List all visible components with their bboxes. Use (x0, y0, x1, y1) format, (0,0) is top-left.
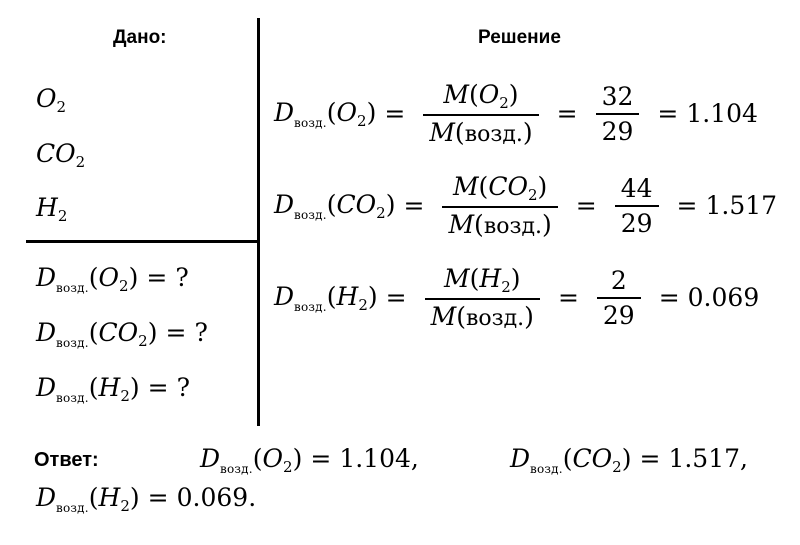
density-symbol: D (200, 444, 221, 473)
density-symbol: D (36, 373, 57, 402)
molar-mass-fraction: $\frac{M(H_2)}{\text{M(возд.)}}$ (425, 264, 540, 331)
punctuation: , (740, 444, 748, 473)
density-symbol: D (510, 444, 531, 473)
formula-symbol: CO (488, 172, 528, 201)
fraction-numerator: 32 (601, 81, 634, 111)
molar-mass-symbol: M (443, 80, 469, 109)
formula-subscript: 2 (120, 497, 130, 515)
formula-symbol: O (478, 80, 500, 109)
air-label: возд. (466, 306, 525, 331)
density-subscript: возд. (220, 462, 253, 476)
formula-subscript: 2 (527, 186, 538, 204)
formula-symbol: H (98, 373, 121, 402)
given-item-o2 (36, 84, 66, 116)
density-subscript: возд. (294, 115, 327, 130)
given-subscript: 2 (57, 207, 68, 225)
fraction-numerator: 44 (620, 173, 653, 203)
formula-subscript: 2 (501, 278, 511, 296)
given-item-h2 (36, 193, 67, 225)
formula-subscript: 2 (499, 94, 509, 112)
formula-subscript: 2 (138, 332, 148, 350)
solution-header: Решение (478, 27, 561, 48)
formula-symbol: CO (98, 318, 139, 347)
solution-row-o2: $D_{возд.}(O_2)$ = $\frac{M(O_2)}{\text{M(возд.)}}$ = $\frac{32}{29}$ = 1.104 (274, 80, 758, 147)
formula-subscript: 2 (119, 277, 129, 295)
formula-symbol: O (98, 263, 120, 292)
equals-sign: = (147, 373, 169, 402)
formula-subscript: 2 (357, 111, 367, 130)
formula-symbol: H (336, 281, 359, 311)
formula-subscript: 2 (120, 387, 130, 405)
density-subscript: возд. (294, 207, 327, 222)
density-subscript: возд. (56, 391, 89, 405)
formula-subscript: 2 (283, 458, 293, 476)
density-symbol: D (36, 483, 57, 512)
unknown-mark: ? (175, 263, 189, 292)
unknown-mark: ? (194, 318, 208, 347)
equals-sign: = (165, 318, 187, 347)
formula-symbol: CO (572, 444, 613, 473)
given-header: Дано: (113, 27, 167, 48)
fraction-denominator: 29 (620, 208, 653, 238)
molar-mass-fraction: $\frac{M(CO_2)}{\text{M(возд.)}}$ (442, 172, 557, 239)
formula-symbol: H (479, 264, 502, 293)
result-value: 1.104 (686, 99, 758, 128)
answer-item-o2: $D_{возд.}(O_2) = 1.104$, (200, 444, 419, 476)
density-subscript: возд. (56, 336, 89, 350)
answer-item-co2: $D_{возд.}(CO_2) = 1.517$, (510, 444, 748, 476)
answer-label: Ответ: (34, 449, 99, 471)
molar-mass-symbol: M (452, 172, 479, 201)
punctuation: , (410, 444, 419, 473)
formula-subscript: 2 (612, 458, 622, 476)
given-subscript: 2 (56, 98, 67, 116)
given-item-co2 (36, 139, 85, 171)
formula-symbol: CO (336, 189, 377, 219)
molar-mass-symbol: M (429, 118, 455, 147)
formula-symbol: O (262, 444, 284, 473)
molar-mass-fraction: $\frac{M(O_2)}{\text{M(возд.)}}$ (423, 80, 538, 147)
air-label: возд. (464, 122, 523, 147)
density-subscript: возд. (530, 462, 563, 476)
density-symbol: D (274, 97, 295, 127)
formula-symbol: O (336, 97, 358, 127)
given-subscript: 2 (75, 153, 86, 171)
formula-subscript: 2 (376, 203, 386, 222)
fraction-numerator: 2 (610, 265, 627, 295)
fraction-denominator: 29 (601, 116, 634, 146)
fraction-denominator: 29 (602, 300, 635, 330)
density-subscript: возд. (56, 501, 89, 515)
numeric-fraction (615, 174, 659, 238)
punctuation: . (248, 483, 257, 512)
unknown-mark: ? (176, 373, 191, 402)
equals-sign: = (146, 263, 168, 292)
molar-mass-symbol: M (448, 210, 475, 239)
density-symbol: D (274, 189, 295, 219)
density-subscript: возд. (56, 281, 89, 295)
given-symbol: O (36, 84, 57, 113)
given-symbol: H (36, 193, 58, 222)
density-symbol: D (274, 281, 295, 311)
formula-subscript: 2 (358, 295, 368, 314)
find-item-co2: $D_{возд.}(CO_2)$ = ? (36, 318, 208, 350)
molar-mass-symbol: M (444, 264, 470, 293)
solution-row-co2: $D_{возд.}(CO_2)$ = $\frac{M(CO_2)}{\text{M(возд.)}}$ = $\frac{44}{29}$ = 1.517 (274, 172, 778, 239)
answer-value: 1.517 (668, 444, 741, 473)
numeric-fraction (597, 266, 641, 330)
density-symbol: D (36, 263, 57, 292)
molar-mass-symbol: M (430, 302, 457, 331)
result-value: 0.069 (687, 283, 760, 312)
air-label: возд. (483, 214, 542, 239)
horizontal-divider (26, 240, 259, 243)
numeric-fraction (596, 82, 640, 146)
result-value: 1.517 (705, 191, 778, 220)
find-item-h2: $D_{возд.}(H_2)$ = ? (36, 373, 191, 405)
answer-value: 1.104 (339, 444, 411, 473)
solution-row-h2: $D_{возд.}(H_2)$ = $\frac{M(H_2)}{\text{M(возд.)}}$ = $\frac{2}{29}$ = 0.069 (274, 264, 760, 331)
density-symbol: D (36, 318, 57, 347)
density-subscript: возд. (294, 299, 327, 314)
find-item-o2: $D_{возд.}(O_2)$ = ? (36, 263, 189, 295)
answer-item-h2: $D_{возд.}(H_2) = 0.069$. (36, 483, 257, 515)
answer-value: 0.069 (176, 483, 249, 512)
given-symbol: CO (36, 139, 76, 168)
formula-symbol: H (98, 483, 121, 512)
vertical-divider (257, 18, 260, 426)
